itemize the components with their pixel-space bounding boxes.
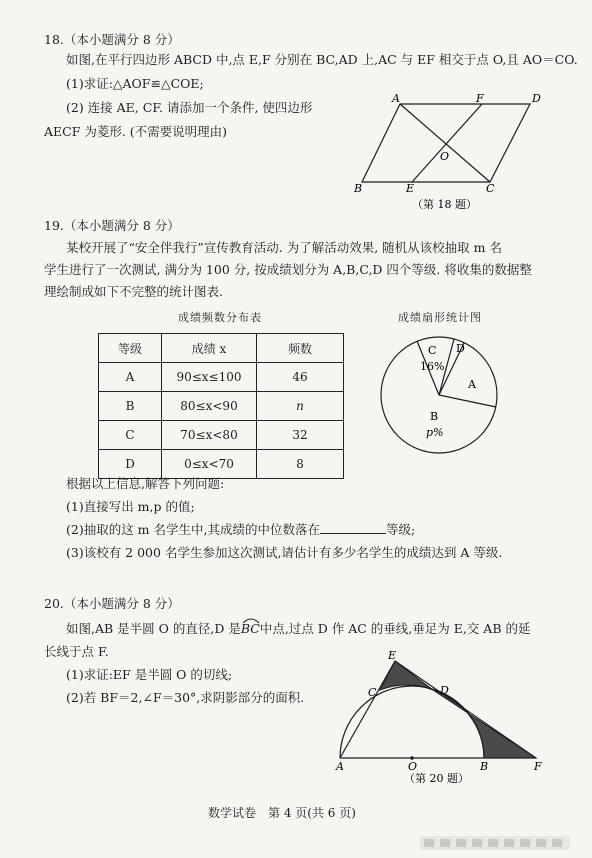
q19-intro-line1: 某校开展了“安全伴我行”宣传教育活动. 为了解活动效果, 随机从该校抽取 m 名 [66, 240, 502, 255]
q19-prompt: 根据以上信息,解答下列问题: [66, 476, 225, 491]
watermark-strip [0, 832, 592, 858]
table-row [99, 450, 344, 479]
q19-part3: (3)该校有 2 000 名学生参加这次测试,请估计有多少名学生的成绩达到 A 等级. [66, 545, 503, 560]
header-grade: 等级 [99, 334, 162, 363]
pie-label-B: B [430, 410, 439, 423]
q19-part2-suffix: 等级; [385, 522, 416, 537]
q18-part1: (1)求证:△AOF≌△COE; [66, 76, 204, 91]
q20-caption: （第 20 题） [404, 772, 469, 784]
label-F: F [476, 92, 484, 105]
grade-cell: C [99, 421, 162, 450]
label-O: O [408, 760, 418, 773]
q20-part2: (2)若 BF＝2,∠F＝30°,求阴影部分的面积. [66, 690, 305, 705]
pie-label-D: D [456, 342, 465, 355]
arc-BC-notation [241, 621, 260, 637]
line-AE [340, 661, 395, 758]
q20-title: 20.（本小题满分 8 分） [44, 596, 180, 611]
score-range-cell: 80≤x<90 [162, 392, 257, 421]
frequency-table [98, 333, 344, 479]
arc-BC-label: BC [240, 621, 260, 636]
arc-mark-icon [242, 616, 260, 624]
pie-label-C-percent: 16% [420, 360, 445, 373]
table-row [99, 421, 344, 450]
q20-intro-part-b: 中点,过点 D 作 AC 的垂线,垂足为 E,交 AB 的延 [259, 621, 531, 636]
grade-cell: B [99, 392, 162, 421]
pie-label-A: A [468, 378, 476, 391]
table-row [99, 363, 344, 392]
table-header-row [99, 334, 344, 363]
label-B: B [354, 182, 363, 195]
pie-label-B-percent: p% [426, 426, 444, 439]
q20-figure [330, 650, 554, 784]
label-E: E [388, 650, 397, 662]
q20-intro-line2: 长线于点 F. [44, 644, 109, 659]
q18-caption: （第 18 题） [412, 198, 477, 211]
q18-part2-line2: AECF 为菱形. (不需要说明理由) [44, 124, 228, 139]
q19-title: 19.（本小题满分 8 分） [44, 218, 180, 233]
q20-part1: (1)求证:EF 是半圆 O 的切线; [66, 667, 233, 682]
line-EF [395, 661, 536, 758]
label-A: A [336, 760, 344, 773]
segment-AC [400, 104, 490, 182]
table-row [99, 392, 344, 421]
semicircle-arc [340, 686, 484, 758]
frequency-cell: 46 [257, 363, 344, 392]
score-range-cell: 0≤x<70 [162, 450, 257, 479]
label-A: A [392, 92, 400, 105]
header-score: 成绩 x [162, 334, 257, 363]
grade-cell: A [99, 363, 162, 392]
q18-intro: 如图,在平行四边形 ABCD 中,点 E,F 分别在 BC,AD 上,AC 与 EF 相交于点 O,且 AO＝CO. [66, 52, 578, 67]
grade-cell: D [99, 450, 162, 479]
q19-intro-line2: 学生进行了一次测试, 满分为 100 分, 按成绩划分为 A,B,C,D 四个等级. 将收集的数据整 [44, 262, 532, 277]
pie-label-C: C [428, 344, 437, 357]
table-caption: 成绩频数分布表 [178, 311, 262, 324]
frequency-cell: 32 [257, 421, 344, 450]
q19-intro-line3: 理绘制成如下不完整的统计图表. [44, 284, 223, 299]
pie-caption: 成绩扇形统计图 [398, 311, 482, 324]
q18-part2-line1: (2) 连接 AE, CF. 请添加一个条件, 使四边形 [66, 100, 313, 115]
label-D: D [440, 684, 449, 697]
segment-EF [412, 104, 482, 182]
pie-divider-AB [439, 395, 496, 407]
frequency-cell: n [257, 392, 344, 421]
page-footer: 数学试卷 第 4 页(共 6 页) [208, 806, 356, 820]
pie-chart [378, 332, 502, 458]
score-range-cell: 90≤x≤100 [162, 363, 257, 392]
label-E: E [406, 182, 415, 195]
score-range-cell: 70≤x<80 [162, 421, 257, 450]
label-B: B [480, 760, 489, 773]
label-F: F [534, 760, 542, 773]
answer-blank [320, 522, 386, 534]
q18-figure [340, 90, 550, 220]
parallelogram-ABCD [362, 104, 530, 182]
q20-intro-part-a: 如图,AB 是半圆 O 的直径,D 是 [66, 621, 241, 636]
q19-part1: (1)直接写出 m,p 的值; [66, 499, 195, 514]
header-frequency: 频数 [257, 334, 344, 363]
label-C: C [368, 686, 377, 699]
frequency-cell: 8 [257, 450, 344, 479]
q19-part2-text: (2)抽取的这 m 名学生中,其成绩的中位数落在 [66, 522, 320, 537]
label-C: C [486, 182, 495, 195]
q18-title: 18.（本小题满分 8 分） [44, 32, 180, 47]
label-O: O [440, 150, 450, 163]
q20-intro-line1 [66, 621, 531, 637]
label-D: D [532, 92, 541, 105]
q19-part2 [66, 522, 415, 538]
